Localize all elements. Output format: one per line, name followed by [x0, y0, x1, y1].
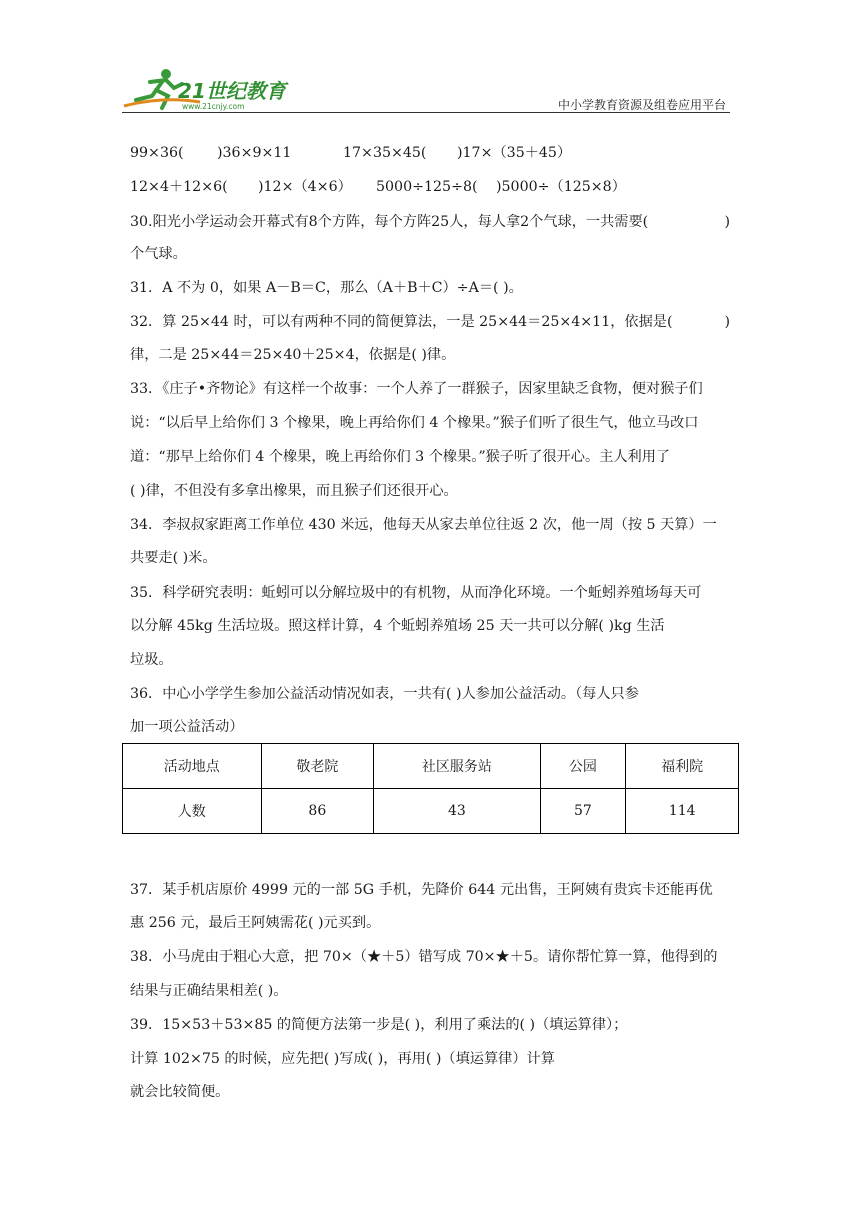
q33-line-3: 道：“那早上给你们 4 个橡果，晚上再给你们 3 个橡果。”猴子听了很开心。主人利用了 [130, 449, 671, 465]
compare-2b: )12×（4×6） [258, 179, 352, 195]
21cnjy-logo [122, 66, 292, 112]
compare-1d: )17×（35＋45） [457, 145, 572, 161]
q35-line-1: 35．科学研究表明：蚯蚓可以分解垃圾中的有机物，从而净化环境。一个蚯蚓养殖场每天可 [130, 585, 702, 601]
compare-1b: )36×9×11 [217, 145, 292, 161]
compare-2d: )5000÷（125×8） [496, 179, 626, 195]
q31-line-1: 31．A 不为 0，如果 A－B＝C，那么（A＋B＋C）÷A＝( )。 [130, 280, 523, 296]
q35-line-2: 以分解 45kg 生活垃圾。照这样计算，4 个蚯蚓养殖场 25 天一共可以分解( )kg 生活 [130, 618, 665, 634]
page-header [0, 0, 860, 120]
table-cell: 43 [374, 789, 540, 834]
q35-line-3: 垃圾。 [130, 652, 173, 668]
q36-line-2: 加一项公益活动） [130, 719, 244, 735]
table-cell: 敬老院 [261, 744, 374, 789]
q33-line-4: ( )律，不但没有多拿出橡果，而且猴子们还很开心。 [130, 483, 458, 499]
compare-2c: 5000÷125÷8( [376, 179, 478, 195]
table-header-row [123, 744, 739, 789]
q37-line-2: 惠 256 元，最后王阿姨需花( )元买到。 [130, 915, 381, 931]
table-cell: 社区服务站 [374, 744, 540, 789]
header-divider [122, 112, 730, 113]
q38-line-2: 结果与正确结果相差( )。 [130, 983, 288, 999]
table-cell: 活动地点 [123, 744, 262, 789]
table-cell: 114 [626, 789, 739, 834]
q39-line-3: 就会比较简便。 [130, 1084, 230, 1100]
table-cell: 57 [540, 789, 626, 834]
activity-table [122, 743, 739, 834]
q30-line-1: 30.阳光小学运动会开幕式有8个方阵，每个方阵25人，每人拿2个气球，一共需要( ) [130, 214, 730, 230]
q37-line-1: 37．某手机店原价 4999 元的一部 5G 手机，先降价 644 元出售，王阿姨有贵宾卡还能再优 [130, 882, 713, 898]
compare-1c: 17×35×45( [343, 145, 427, 161]
q34-line-2: 共要走( )米。 [130, 550, 217, 566]
q32-line-1: 32．算 25×44 时，可以有两种不同的简便算法，一是 25×44＝25×4×11，依据是( ) [130, 314, 730, 330]
table-row [123, 789, 739, 834]
q39-line-2: 计算 102×75 的时候，应先把( )写成( )，再用( )（填运算律）计算 [130, 1051, 555, 1067]
compare-2a: 12×4＋12×6( [130, 179, 228, 195]
table-cell: 86 [261, 789, 374, 834]
table-cell: 公园 [540, 744, 626, 789]
q36-line-1: 36．中心小学学生参加公益活动情况如表，一共有( )人参加公益活动。（每人只参 [130, 686, 639, 702]
q30-line-2: 个气球。 [130, 246, 187, 262]
q39-line-1: 39．15×53＋53×85 的简便方法第一步是( )，利用了乘法的( )（填运算律）； [130, 1017, 628, 1033]
q33-line-1: 33．《庄子•齐物论》有这样一个故事：一个人养了一群猴子，因家里缺乏食物，便对猴子们 [130, 381, 703, 397]
svg-text:www.21cnjy.com: www.21cnjy.com [182, 102, 245, 111]
table-cell: 人数 [123, 789, 262, 834]
svg-text:21世纪教育: 21世纪教育 [178, 79, 286, 103]
q38-line-1: 38．小马虎由于粗心大意，把 70×（★＋5）错写成 70×★＋5。请你帮忙算一算，他得到的 [130, 949, 718, 965]
table-cell: 福利院 [626, 744, 739, 789]
q32-line-2: 律，二是 25×44＝25×40＋25×4，依据是( )律。 [130, 347, 456, 363]
compare-1a: 99×36( [130, 145, 184, 161]
q33-line-2: 说：“以后早上给你们 3 个橡果，晚上再给你们 4 个橡果。”猴子们听了很生气，他立马改口 [130, 415, 699, 431]
platform-title: 中小学教育资源及组卷应用平台 [557, 98, 726, 112]
q34-line-1: 34．李叔叔家距离工作单位 430 米远，他每天从家去单位往返 2 次，他一周（按 5 天算）一 [130, 517, 717, 533]
